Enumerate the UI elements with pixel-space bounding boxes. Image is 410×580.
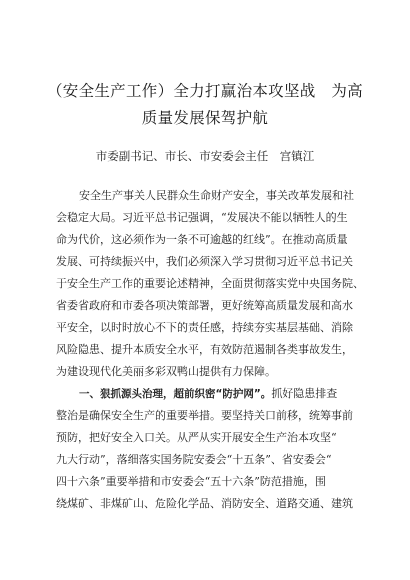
paragraph-line: 整治是确保安全生产的重要举措。要坚持关口前移，统筹事前 bbox=[56, 409, 353, 422]
paragraph-line: 平安全，以时时放心不下的责任感，持续夯实基层基础、消除 bbox=[56, 321, 353, 334]
paragraph-line: 四十六条”重要举措和市安委会“五十六条”防范措施，围 bbox=[56, 475, 326, 488]
paragraph-line: 安全生产事关人民群众生命财产安全，事关改革发展和社 bbox=[79, 189, 354, 202]
document-title-line-1: （安全生产工作）全力打赢治本攻坚战 为高 bbox=[46, 82, 363, 100]
document-author: 市委副书记、市长、市安委会主任 宫镇江 bbox=[95, 149, 315, 163]
paragraph-line: 为建设现代化美丽多彩双鸭山提供有力保障。 bbox=[56, 365, 276, 378]
paragraph-line: 命为代价，这必须作为一条不可逾越的红线”。在推动高质量 bbox=[56, 233, 348, 246]
paragraph-line: 会稳定大局。习近平总书记强调，“发展决不能以牺牲人的生 bbox=[56, 211, 348, 224]
paragraph-line: 于安全生产工作的重要论述精神，全面贯彻落实党中央国务院、 bbox=[56, 277, 364, 290]
paragraph-line: 九大行动”，落细落实国务院安委会“十五条”、省安委会“ bbox=[56, 453, 332, 466]
paragraph-line: 发展、可持续振兴中，我们必须深入学习贯彻习近平总书记关 bbox=[56, 255, 353, 268]
section-heading-line bbox=[79, 384, 337, 404]
document-title-line-2: 质量发展保驾护航 bbox=[141, 109, 269, 127]
paragraph-line: 预防，把好安全入口关。从严从实开展安全生产治本攻坚“ bbox=[56, 431, 337, 444]
paragraph-line: 绕煤矿、非煤矿山、危险化学品、消防安全、道路交通、建筑 bbox=[56, 497, 353, 510]
paragraph-line: 省委省政府和市委各项决策部署，更好统筹高质量发展和高水 bbox=[56, 299, 353, 312]
section-heading: 一、狠抓源头治理，超前织密“防护网”。 bbox=[79, 388, 272, 400]
section-heading-tail: 抓好隐患排查 bbox=[271, 387, 338, 400]
paragraph-line: 风险隐患、提升本质安全水平，有效防范遏制各类事故发生， bbox=[56, 343, 353, 356]
